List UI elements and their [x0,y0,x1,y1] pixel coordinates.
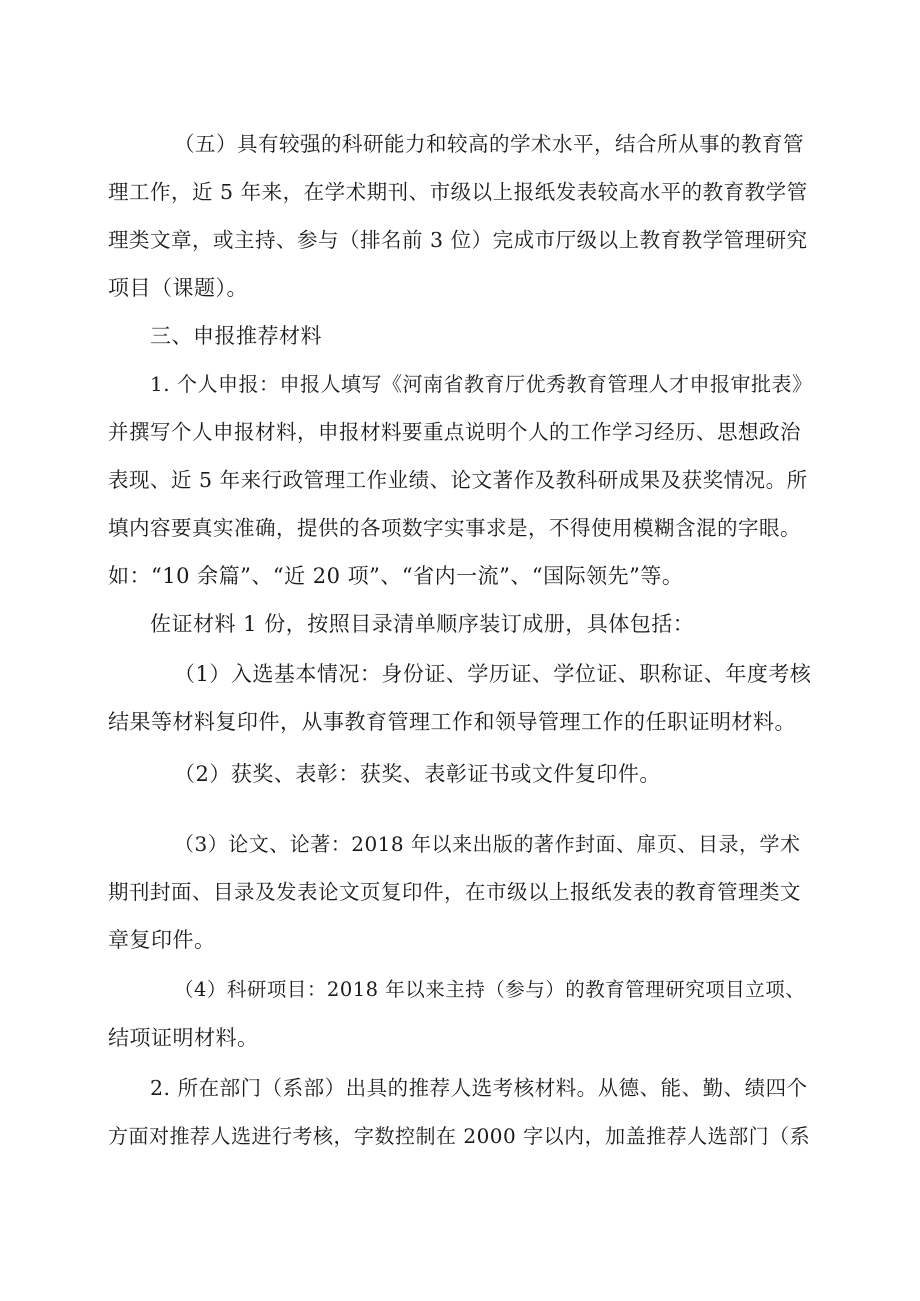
paragraph-line: 填内容要真实准确，提供的各项数字实事求是，不得使用模糊含混的字眼。 [108,516,801,540]
paragraph-line: 方面对推荐人选进行考核，字数控制在 2000 字以内，加盖推荐人选部门（系 [108,1124,811,1148]
paragraph-line: （2）获奖、表彰：获奖、表彰证书或文件复印件。 [174,762,661,786]
paragraph-line: 并撰写个人申报材料，申报材料要重点说明个人的工作学习经历、思想政治 [108,420,801,444]
paragraph-line: 期刊封面、目录及发表论文页复印件，在市级以上报纸发表的教育管理类文 [108,880,801,904]
paragraph-line: （五）具有较强的科研能力和较高的学术水平，结合所从事的教育管 [174,132,804,156]
paragraph-line: 佐证材料 1 份，按照目录清单顺序装订成册，具体包括： [150,612,695,636]
paragraph-line: 理工作，近 5 年来，在学术期刊、市级以上报纸发表较高水平的教育教学管 [108,180,808,204]
paragraph-line: 如：“10 余篇”、“近 20 项”、“省内一流”、“国际领先”等。 [108,564,684,588]
paragraph-line: 章复印件。 [108,928,216,952]
paragraph-line: （1）入选基本情况：身份证、学历证、学位证、职称证、年度考核 [174,662,812,686]
paragraph-line: （3）论文、论著：2018 年以来出版的著作封面、扉页、目录，学术 [174,832,801,856]
paragraph-line: 结果等材料复印件，从事教育管理工作和领导管理工作的任职证明材料。 [108,710,796,734]
paragraph-line: 1. 个人申报：申报人填写《河南省教育厅优秀教育管理人才申报审批表》 [150,372,813,396]
paragraph-line: 表现、近 5 年来行政管理工作业绩、论文著作及教科研成果及获奖情况。所 [108,468,808,492]
paragraph-line: 结项证明材料。 [108,1026,259,1050]
paragraph-line: （4）科研项目：2018 年以来主持（参与）的教育管理研究项目立项、 [174,978,806,1001]
section-heading: 三、申报推荐材料 [150,324,322,348]
paragraph-line: 理类文章，或主持、参与（排名前 3 位）完成市厅级以上教育教学管理研究 [108,228,808,252]
paragraph-line: 项目（课题）。 [108,276,248,300]
paragraph-line: 2. 所在部门（系部）出具的推荐人选考核材料。从德、能、勤、绩四个 [150,1076,808,1100]
